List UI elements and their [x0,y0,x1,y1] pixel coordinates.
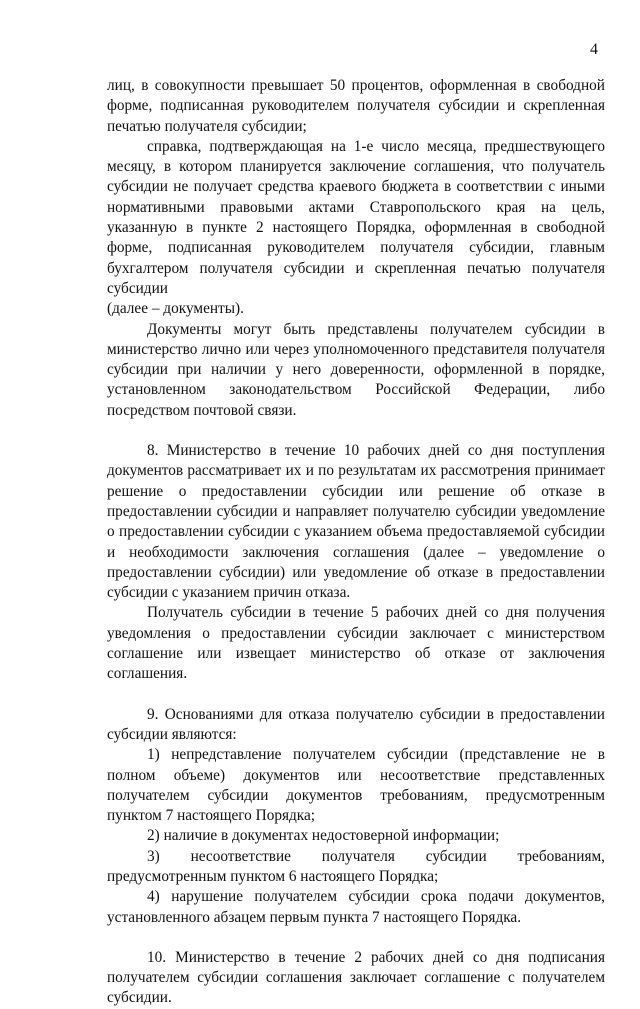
document-body [107,76,605,1009]
paragraph-4: Документы могут быть представлены получателем субсидии в министерство лично или через уполномоченного представителя получателя субсидии при наличии у него доверенности, оформленной в порядке, установленном законодательством Российской Федерации, либо посредством почтовой связи. [107,320,605,419]
paragraph-8: 1) непредставление получателем субсидии (представление не в полном объеме) документов или несоответствие представленных получателем субсидии документов требованиям, предусмотренным пунктом 7 настоящего Порядка; [107,746,605,825]
paragraph-2: справка, подтверждающая на 1-е число месяца, предшествующего месяцу, в котором планируется заключение соглашения, что получатель субсидии не получает средства краевого бюджета в соответствии с иными нормативными правовыми актами Ставропольского края на цель, указанную в пункте 2 настоящего Порядка, оформленная в свободной форме, подписанная руководителем получателя субсидии, главным бухгалтером получателя субсидии и скрепленная печатью получателя субсидии [107,137,605,297]
section-gap [107,928,605,948]
paragraph-1: лиц, в совокупности превышает 50 процентов, оформленная в свободной форме, подписанная руководителем получателя субсидии и скрепленная печатью получателя субсидии; [107,77,605,135]
paragraph-6: Получатель субсидии в течение 5 рабочих дней со дня получения уведомления о предоставлении субсидии заключает с министерством соглашение или извещает министерство об отказе от заключения соглашения. [107,604,605,683]
paragraph-9: 2) наличие в документах недостоверной информации; [147,827,500,845]
section-gap [107,685,605,705]
paragraph-12: 10. Министерство в течение 2 рабочих дней со дня подписания получателем субсидии соглашения заключает соглашение с получателем субсидии. [107,948,605,1007]
paragraph-10: 3) несоответствие получателя субсидии требованиям, предусмотренным пунктом 6 настоящего Порядка; [107,847,605,885]
section-gap [107,421,605,441]
paragraph-7: 9. Основаниями для отказа получателю субсидии в предоставлении субсидии являются: [107,705,605,743]
paragraph-3: (далее – документы). [107,300,244,318]
page-number: 4 [590,41,598,58]
paragraph-5: 8. Министерство в течение 10 рабочих дней со дня поступления документов рассматривает их и по результатам их рассмотрения принимает решение о предоставлении субсидии или решение об отказе в предоставлении субсидии и направляет получателю субсидии уведомление о предоставлении субсидии с указанием объема предоставляемой субсидии и необходимости заключения соглашения (далее – уведомление о предоставлении субсидии) или уведомление об отказе в предоставлении субсидии с указанием причин отказа. [107,442,605,602]
paragraph-11: 4) нарушение получателем субсидии срока подачи документов, установленного абзацем первым пункта 7 настоящего Порядка. [107,888,605,926]
